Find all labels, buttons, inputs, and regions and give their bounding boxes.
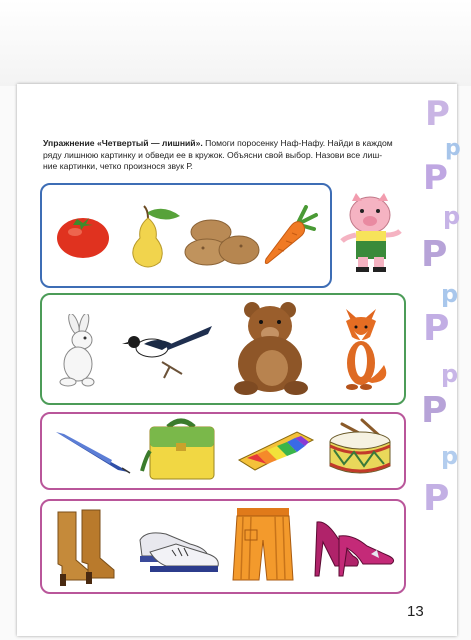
letter-r: Р [423,478,450,519]
schoolbag-icon[interactable] [138,417,224,483]
sneakers-icon[interactable] [136,522,220,574]
letter-r: р [441,360,459,388]
hare-icon[interactable] [54,314,104,388]
pen-icon[interactable] [52,428,132,474]
magpie-icon[interactable] [122,322,214,380]
piglet-icon[interactable] [340,191,406,276]
letter-r: Р [423,308,450,349]
page-number: 13 [407,603,424,620]
letter-r: р [441,280,459,308]
carrot-icon[interactable] [262,205,320,267]
pencils-icon[interactable] [237,430,315,474]
fox-icon[interactable] [336,303,388,393]
drum-icon[interactable] [322,418,400,480]
shorts-icon[interactable] [231,506,295,582]
potatoes-icon[interactable] [183,218,261,268]
tomato-icon[interactable] [55,210,111,260]
letter-r: р [443,202,461,230]
exercise-title: Упражнение «Четвертый — лишний». [43,138,203,148]
instruction-line-2: ряду лишнюю картинку и обведи ее в кружок. Объясни свой выбор. Назови все лиш- [43,149,383,160]
letter-r: р [445,136,461,161]
exercise-instruction [43,138,403,173]
letter-r: Р [425,94,450,134]
boots-icon[interactable] [52,508,116,586]
instruction-line-3: ние картинки, четко произнося звук Р. [43,161,193,171]
scan-top-margin [0,0,471,86]
letter-r: р [441,442,459,470]
bear-icon[interactable] [232,300,312,396]
instruction-line-1: Помоги поросенку Наф-Нафу. Найди в каждом [202,138,393,148]
letter-strip [405,84,471,640]
letter-r: Р [421,234,448,275]
shoes-icon[interactable] [313,516,397,582]
pear-icon[interactable] [124,200,184,270]
letter-r: Р [423,158,448,198]
letter-r: Р [421,390,448,431]
